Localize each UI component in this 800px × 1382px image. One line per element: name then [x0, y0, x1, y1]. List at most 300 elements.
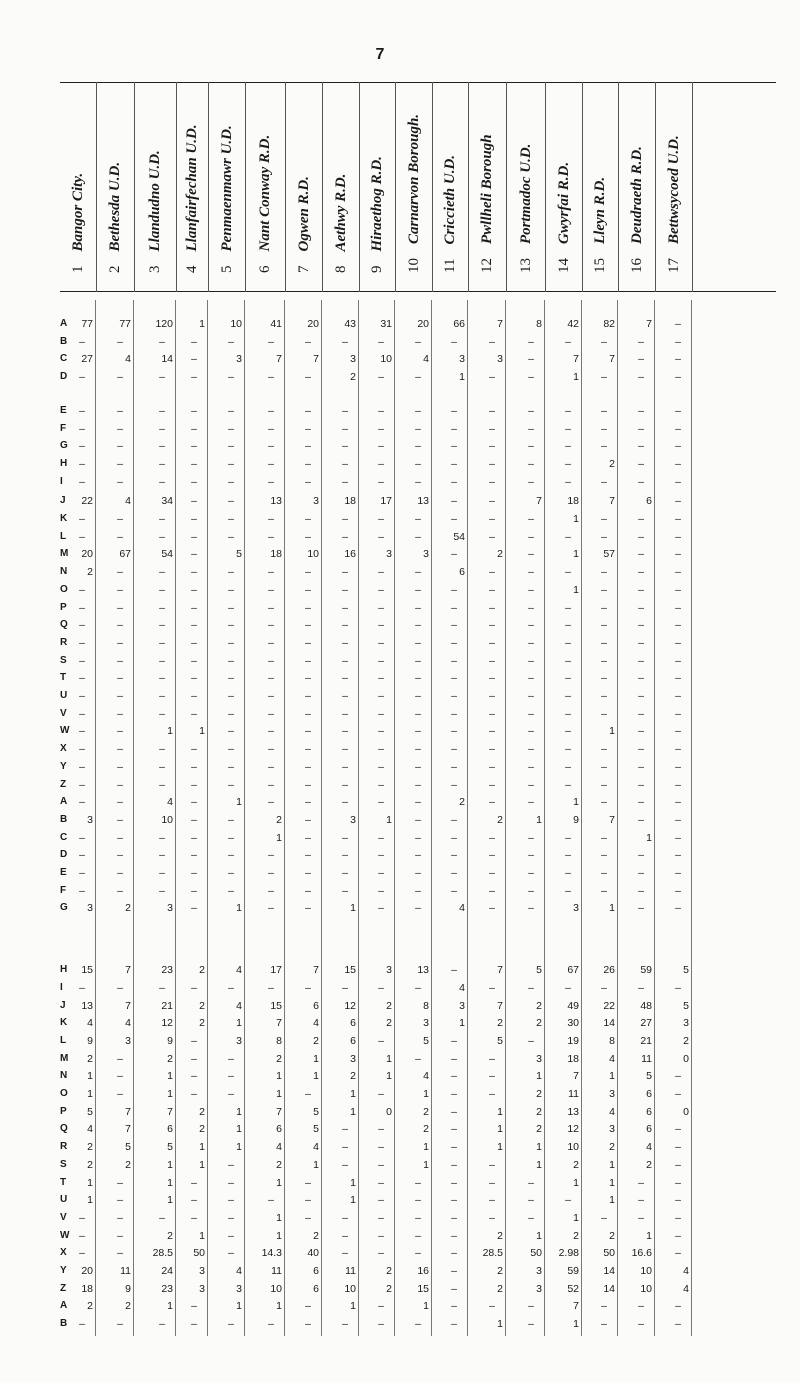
table-cell: 3: [167, 902, 173, 915]
table-cell: 1: [350, 902, 356, 915]
table-cell: –: [342, 1247, 348, 1260]
table-cell: 4: [423, 353, 429, 366]
table-cell: 3: [609, 1123, 615, 1136]
table-cell: 31: [380, 318, 392, 330]
table-cell: 1: [199, 1141, 205, 1154]
table-cell: 52: [567, 1282, 579, 1295]
table-cell: –: [228, 725, 234, 738]
row-letter: F: [60, 422, 67, 434]
table-cell: –: [342, 583, 348, 596]
table-cell: –: [601, 619, 607, 632]
table-cell: –: [675, 1247, 681, 1260]
table-cell: –: [638, 371, 644, 384]
table-cell: –: [675, 1318, 681, 1331]
table-cell: 4: [459, 981, 465, 994]
table-cell: –: [79, 422, 85, 435]
table-cell: 1: [167, 1070, 173, 1083]
column-name: Penmaenmawr U.D.: [218, 125, 235, 252]
table-cell: 1: [386, 813, 392, 826]
table-cell: 4: [125, 495, 131, 508]
table-cell: –: [638, 513, 644, 525]
table-cell: 5: [683, 964, 689, 977]
table-cell: 2: [313, 1229, 319, 1242]
column-name: Aethwy R.D.: [332, 173, 349, 252]
table-cell: –: [415, 513, 421, 525]
column-number: 4: [184, 265, 200, 273]
table-cell: 50: [193, 1247, 205, 1260]
table-cell: 4: [423, 1070, 429, 1083]
table-cell: –: [528, 981, 534, 994]
table-cell: –: [451, 601, 457, 614]
table-cell: –: [451, 548, 457, 561]
column-name: Ogwen R.D.: [295, 176, 312, 252]
table-cell: 22: [603, 999, 615, 1012]
column-number: 11: [442, 258, 458, 273]
column-header-label: [70, 173, 87, 273]
table-cell: 28.5: [152, 1247, 173, 1260]
column-rule: [175, 300, 176, 1336]
column-header-label: [406, 114, 423, 273]
table-cell: –: [378, 583, 384, 596]
table-cell: –: [451, 1088, 457, 1100]
table-cell: –: [565, 707, 571, 720]
table-cell: 11: [271, 1265, 282, 1277]
table-cell: –: [191, 1176, 197, 1189]
table-cell: –: [228, 440, 234, 453]
table-cell: –: [228, 778, 234, 791]
table-cell: –: [117, 422, 123, 435]
table-cell: 48: [640, 999, 652, 1012]
table-cell: –: [451, 672, 457, 685]
table-cell: 6: [350, 1034, 356, 1047]
table-cell: –: [638, 813, 644, 826]
row-letter: W: [60, 1229, 70, 1241]
table-cell: 1: [276, 1070, 282, 1083]
table-cell: –: [117, 760, 123, 773]
table-cell: 16.6: [631, 1247, 652, 1260]
table-cell: –: [489, 884, 495, 897]
table-cell: –: [528, 335, 534, 348]
table-cell: 4: [87, 1017, 93, 1030]
table-cell: 4: [313, 1017, 319, 1030]
table-cell: –: [528, 583, 534, 596]
table-cell: –: [117, 654, 123, 667]
table-cell: 1: [167, 1300, 173, 1313]
column-number: 7: [295, 265, 312, 273]
table-cell: –: [378, 513, 384, 525]
table-cell: –: [342, 849, 348, 862]
row-letter: A: [60, 318, 68, 329]
table-cell: –: [342, 884, 348, 897]
table-cell: 1: [167, 725, 173, 738]
table-cell: 2: [276, 1052, 282, 1065]
table-cell: –: [305, 1176, 311, 1189]
table-cell: –: [268, 743, 274, 756]
table-cell: 4: [125, 1017, 131, 1030]
table-cell: –: [528, 404, 534, 417]
row-letter: U: [60, 1194, 68, 1206]
table-cell: –: [378, 796, 384, 809]
table-cell: 3: [536, 1265, 542, 1277]
table-cell: –: [378, 690, 384, 702]
table-cell: –: [565, 475, 571, 488]
table-cell: –: [451, 335, 457, 348]
table-cell: –: [191, 636, 197, 649]
table-cell: –: [117, 1247, 123, 1260]
table-cell: –: [79, 867, 85, 879]
table-cell: 67: [567, 964, 579, 977]
table-cell: 9: [125, 1282, 131, 1295]
table-cell: –: [228, 619, 234, 632]
table-cell: –: [675, 636, 681, 649]
table-cell: 2: [276, 1158, 282, 1171]
table-cell: –: [451, 849, 457, 862]
table-cell: 1: [236, 1123, 242, 1136]
table-cell: –: [638, 796, 644, 809]
table-cell: 3: [573, 902, 579, 915]
table-cell: 2: [87, 1158, 93, 1171]
table-cell: 7: [609, 495, 615, 508]
table-cell: 30: [567, 1017, 579, 1030]
table-cell: –: [415, 371, 421, 384]
table-cell: 1: [609, 1158, 615, 1171]
table-cell: –: [489, 371, 495, 384]
table-cell: –: [675, 672, 681, 685]
table-cell: –: [378, 1247, 384, 1260]
table-cell: 12: [567, 1123, 579, 1136]
table-cell: –: [489, 981, 495, 994]
table-cell: 5: [87, 1105, 93, 1118]
column-header-label: [556, 162, 573, 273]
table-cell: –: [378, 1034, 384, 1047]
column-number: 17: [665, 258, 682, 273]
table-cell: 1: [459, 1017, 465, 1030]
table-cell: –: [342, 335, 348, 348]
table-cell: –: [79, 619, 85, 632]
table-cell: –: [191, 902, 197, 915]
table-cell: 18: [567, 1052, 579, 1065]
column-number: 2: [107, 265, 123, 273]
table-cell: –: [415, 530, 421, 543]
table-cell: –: [638, 690, 644, 702]
table-cell: –: [415, 796, 421, 809]
table-cell: –: [79, 1247, 85, 1260]
table-cell: –: [191, 353, 197, 366]
table-cell: –: [378, 867, 384, 879]
table-cell: 28.5: [482, 1247, 503, 1260]
table-cell: 3: [497, 353, 503, 366]
table-cell: –: [159, 422, 165, 435]
table-cell: 2: [199, 964, 205, 977]
table-cell: –: [415, 654, 421, 667]
table-cell: –: [305, 1211, 311, 1224]
table-cell: –: [342, 636, 348, 649]
table-cell: –: [305, 981, 311, 994]
table-cell: –: [675, 619, 681, 632]
table-cell: 49: [567, 999, 579, 1012]
table-cell: –: [638, 636, 644, 649]
table-cell: –: [601, 440, 607, 453]
table-cell: –: [528, 619, 534, 632]
column-header-label: [369, 156, 386, 273]
table-cell: –: [451, 813, 457, 826]
table-cell: –: [228, 1318, 234, 1331]
column-header: [134, 82, 176, 292]
table-cell: –: [228, 1070, 234, 1083]
row-letter: B: [60, 1318, 68, 1330]
table-cell: –: [638, 530, 644, 543]
table-cell: –: [378, 760, 384, 773]
table-cell: –: [159, 849, 165, 862]
table-cell: 5: [536, 964, 542, 977]
table-cell: 4: [609, 1105, 615, 1118]
table-cell: 120: [155, 318, 173, 330]
table-cell: –: [565, 778, 571, 791]
table-cell: –: [268, 778, 274, 791]
table-cell: –: [638, 440, 644, 453]
table-cell: 4: [87, 1123, 93, 1136]
table-cell: –: [565, 867, 571, 879]
table-cell: –: [638, 566, 644, 579]
table-cell: –: [528, 513, 534, 525]
table-cell: 2: [87, 1141, 93, 1154]
table-cell: –: [79, 457, 85, 470]
table-cell: –: [191, 1052, 197, 1065]
table-cell: –: [378, 530, 384, 543]
table-cell: –: [451, 831, 457, 844]
row-letter: O: [60, 583, 68, 595]
table-cell: –: [228, 530, 234, 543]
column-rule: [284, 300, 285, 1336]
table-cell: –: [675, 778, 681, 791]
table-cell: –: [159, 619, 165, 632]
table-cell: 1: [87, 1070, 93, 1083]
table-cell: –: [305, 1300, 311, 1313]
table-cell: 2: [497, 813, 503, 826]
table-cell: –: [191, 513, 197, 525]
table-cell: –: [489, 583, 495, 596]
table-cell: 27: [81, 353, 93, 366]
table-cell: 7: [276, 353, 282, 366]
table-cell: –: [638, 1318, 644, 1331]
table-cell: 7: [609, 813, 615, 826]
table-cell: 4: [236, 964, 242, 977]
column-header: [208, 82, 245, 292]
table-cell: 21: [640, 1034, 652, 1047]
table-cell: 2: [350, 1070, 356, 1083]
table-cell: –: [342, 1318, 348, 1331]
table-cell: 1: [313, 1070, 319, 1083]
table-cell: –: [342, 404, 348, 417]
table-cell: –: [159, 1211, 165, 1224]
table-cell: –: [675, 1070, 681, 1083]
table-cell: –: [638, 849, 644, 862]
row-letter: C: [60, 353, 68, 365]
table-cell: 11: [641, 1052, 652, 1065]
table-cell: –: [342, 760, 348, 773]
row-letter: R: [60, 1141, 68, 1153]
table-cell: –: [378, 743, 384, 756]
table-cell: –: [228, 422, 234, 435]
table-cell: –: [79, 849, 85, 862]
table-cell: 1: [276, 1176, 282, 1189]
row-letter: R: [60, 636, 68, 648]
table-cell: 1: [167, 1194, 173, 1207]
table-cell: –: [638, 725, 644, 738]
table-cell: 1: [536, 813, 542, 826]
table-cell: –: [117, 404, 123, 417]
table-cell: –: [638, 654, 644, 667]
table-cell: –: [342, 475, 348, 488]
column-number: 6: [257, 265, 273, 273]
table-cell: –: [228, 707, 234, 720]
table-cell: 19: [567, 1034, 579, 1047]
table-cell: 1: [276, 1229, 282, 1242]
table-cell: –: [638, 601, 644, 614]
table-cell: –: [159, 636, 165, 649]
table-cell: –: [159, 566, 165, 579]
table-cell: –: [601, 475, 607, 488]
table-cell: –: [79, 725, 85, 738]
table-cell: –: [489, 743, 495, 756]
table-cell: –: [191, 457, 197, 470]
table-cell: 77: [81, 318, 93, 330]
table-cell: –: [305, 422, 311, 435]
table-cell: –: [565, 636, 571, 649]
table-cell: 1: [536, 1158, 542, 1171]
table-cell: 2: [609, 1141, 615, 1154]
table-cell: –: [675, 1158, 681, 1171]
table-cell: 7: [573, 1070, 579, 1083]
table-cell: –: [451, 1247, 457, 1260]
table-cell: –: [675, 867, 681, 879]
column-header-label: [666, 135, 683, 273]
table-cell: –: [489, 707, 495, 720]
table-cell: 34: [161, 495, 173, 508]
table-cell: 22: [81, 495, 93, 508]
table-cell: –: [191, 371, 197, 384]
table-cell: –: [451, 1265, 457, 1277]
table-cell: 1: [609, 725, 615, 738]
table-cell: –: [159, 743, 165, 756]
table-cell: –: [565, 725, 571, 738]
column-header: [468, 82, 506, 292]
table-cell: 10: [567, 1141, 579, 1154]
table-cell: 1: [236, 1300, 242, 1313]
table-cell: 1: [236, 1105, 242, 1118]
table-cell: –: [191, 707, 197, 720]
table-cell: –: [528, 422, 534, 435]
table-cell: –: [117, 1052, 123, 1065]
table-cell: 54: [453, 530, 465, 543]
table-cell: –: [228, 583, 234, 596]
table-cell: 66: [453, 318, 465, 330]
table-cell: –: [268, 707, 274, 720]
table-cell: –: [638, 1194, 644, 1207]
table-cell: –: [305, 867, 311, 879]
table-cell: 2: [646, 1158, 652, 1171]
table-cell: –: [228, 457, 234, 470]
table-cell: –: [268, 475, 274, 488]
table-cell: –: [489, 1211, 495, 1224]
table-cell: 1: [236, 1017, 242, 1030]
table-cell: –: [528, 601, 534, 614]
table-cell: –: [565, 1194, 571, 1207]
table-cell: –: [342, 796, 348, 809]
table-cell: 2: [536, 1105, 542, 1118]
table-cell: 4: [276, 1141, 282, 1154]
table-cell: –: [228, 831, 234, 844]
table-cell: –: [451, 707, 457, 720]
table-cell: 1: [167, 1176, 173, 1189]
table-cell: –: [675, 318, 681, 330]
column-header: [582, 82, 618, 292]
table-cell: –: [228, 672, 234, 685]
table-cell: –: [415, 1052, 421, 1065]
column-header-label: [257, 135, 274, 273]
table-cell: 2: [87, 1300, 93, 1313]
table-cell: –: [117, 457, 123, 470]
table-cell: 1: [536, 1229, 542, 1242]
table-cell: –: [228, 654, 234, 667]
table-cell: –: [451, 884, 457, 897]
table-cell: –: [565, 849, 571, 862]
table-cell: 2: [423, 1123, 429, 1136]
table-cell: –: [378, 672, 384, 685]
table-cell: 10: [640, 1265, 652, 1277]
table-cell: 3: [386, 964, 392, 977]
table-cell: –: [675, 566, 681, 579]
table-cell: 2: [167, 1229, 173, 1242]
table-cell: 24: [161, 1265, 173, 1277]
table-cell: –: [378, 636, 384, 649]
table-cell: 3: [236, 1034, 242, 1047]
table-cell: –: [79, 796, 85, 809]
table-cell: –: [675, 422, 681, 435]
table-cell: –: [117, 690, 123, 702]
table-cell: –: [159, 404, 165, 417]
table-cell: –: [191, 1300, 197, 1313]
row-letter: I: [60, 475, 63, 487]
column-name: Hiraethog R.D.: [369, 156, 385, 252]
table-cell: –: [159, 371, 165, 384]
table-cell: 0: [683, 1052, 689, 1065]
table-cell: –: [528, 1318, 534, 1331]
table-cell: –: [489, 778, 495, 791]
table-cell: –: [305, 1088, 311, 1100]
table-cell: –: [268, 440, 274, 453]
table-cell: –: [489, 690, 495, 702]
table-cell: 23: [161, 964, 173, 977]
table-cell: –: [489, 530, 495, 543]
table-cell: –: [638, 902, 644, 915]
table-cell: –: [675, 1300, 681, 1313]
table-cell: –: [378, 371, 384, 384]
table-cell: 3: [350, 813, 356, 826]
table-cell: –: [378, 457, 384, 470]
table-cell: –: [305, 654, 311, 667]
table-cell: –: [489, 1300, 495, 1313]
table-cell: –: [565, 743, 571, 756]
table-cell: 2: [609, 457, 615, 470]
table-cell: 5: [236, 548, 242, 561]
table-cell: –: [191, 619, 197, 632]
table-cell: 9: [573, 813, 579, 826]
table-cell: 77: [119, 318, 131, 330]
table-cell: –: [451, 1158, 457, 1171]
table-cell: –: [305, 457, 311, 470]
table-cell: –: [565, 690, 571, 702]
